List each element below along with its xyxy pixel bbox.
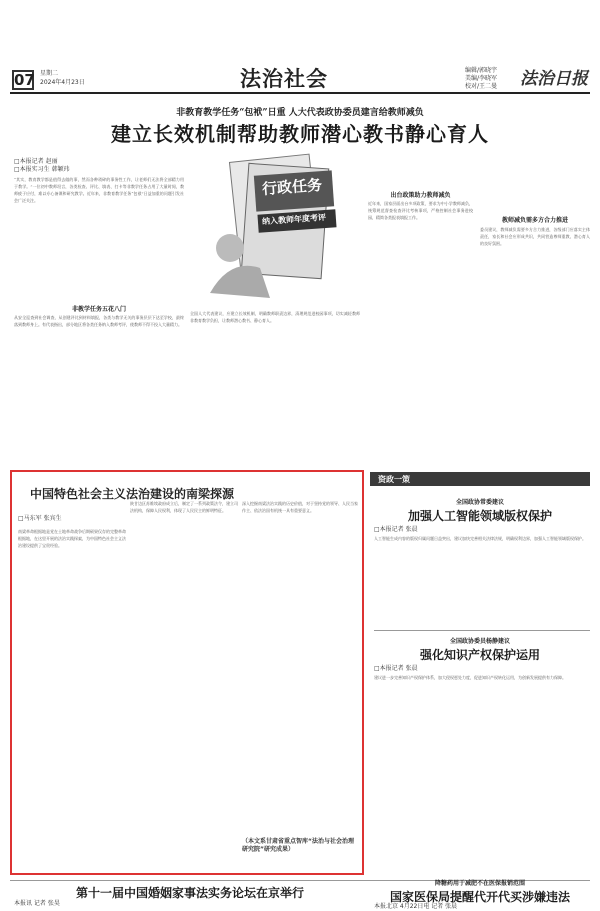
- bottom-right-kicker: 降糖药用于减肥不在医保报销范围: [434, 880, 525, 887]
- side-bar-title: 资政一策: [370, 472, 590, 486]
- bottom-right-byline: 本报北京 4月22日电 记者 张晨: [374, 903, 458, 910]
- side-body-2: 建议进一步完善知识产权保护体系，加大侵权惩处力度，促进知识产权转化运用，为创新发展提供有力保障。: [374, 675, 566, 680]
- illustration-banner: 行政任务: [261, 175, 323, 199]
- lead-subhead-3: 教师减负需多方合力推进: [501, 217, 568, 224]
- feature-body-col2: 陕甘边区苏维埃政府成立后，制定了一系列政策法令，建立司法机构，保障人民权利，体现了人民民主的鲜明特征。: [130, 501, 238, 513]
- lead-byline-2: □本报实习生 韩颖玮: [14, 166, 70, 173]
- editor-line-2: 美编/李晓军: [465, 75, 498, 82]
- feature-body-col3: 深入挖掘南梁法治实践的历史价值，对于坚持党的领导、人民当家作主、依法治国有机统一具有重要意义。: [242, 501, 358, 513]
- feature-note: （本文系甘肃省重点智库“法治与社会治理研究院”研究成果）: [242, 838, 354, 853]
- lead-body-col2: 全国人大代表建议，应建立长效机制，明确教师职责边界，清理规范进校园事项，切实减轻教师非教育教学负担，让教师潜心教书、静心育人。: [190, 311, 360, 323]
- side-body-1: 人工智能生成内容的版权归属问题日益突出，建议加快完善相关法律法规，明确权利边界，加强人工智能领域版权保护。: [374, 536, 586, 541]
- illustration-sign: 纳入教师年度考评: [261, 212, 327, 227]
- bottom-left-title: 第十一届中国婚姻家事法实务论坛在京举行: [75, 886, 304, 900]
- header-rule: [10, 92, 590, 94]
- lead-body-col1b: 从安全巡查到社会调查，从创建评比到材料填报，各类与教学无关的事务层层下达至学校，最终落到教师身上。有代表指出，部分地区将各类任务纳入教师考评，使教师不得不投入大量精力。: [14, 315, 184, 327]
- side-divider: [374, 630, 590, 631]
- lead-body-col4: 委员建议，教师减负需要多方合力推进，各级部门应落实主体责任，家长和社会应形成共识，共同营造尊师重教、潜心育人的良好氛围。: [480, 227, 590, 246]
- newspaper-logo: 法治日报: [520, 69, 588, 89]
- side-title-2: 强化知识产权保护运用: [419, 648, 540, 662]
- side-kicker-1: 全国政协常委建议: [455, 499, 504, 506]
- lead-subhead-1: 非教学任务五花八门: [71, 306, 126, 313]
- page-date: 2024年4月23日: [40, 79, 85, 86]
- lead-headline: 建立长效机制帮助教师潜心教书静心育人: [111, 122, 489, 146]
- editor-line-3: 校对/王二曼: [465, 83, 498, 90]
- side-kicker-2: 全国政协委员杨静建议: [449, 638, 510, 645]
- lead-body-col3: 近年来，国家层面出台多项政策，要求为中小学教师减负，统筹规范督查检查评比考核事项，严格控制社会事务进校园，精简各类报表填报工作。: [368, 201, 473, 220]
- feature-body-col1: 南梁革命根据地是党在土地革命战争后期硕果仅存的完整革命根据地，在这里开展的法治实践探索，为中国特色社会主义法治建设提供了宝贵经验。: [18, 529, 126, 548]
- editor-line-1: 编辑/郭晓宇: [465, 67, 498, 74]
- lead-subhead-2: 出台政策助力教师减负: [390, 192, 451, 199]
- page-number: 07: [14, 71, 35, 89]
- feature-byline: □马东军 张宾生: [18, 515, 62, 522]
- side-byline-2: □本报记者 张晨: [374, 665, 418, 672]
- lead-body-col1: “其实，教育教学都是值得去做的事，然而各种琐碎的事务性工作，让老师们无法将全部精力用于教学。”一位初中教师坦言，各类检查、评比、填表、打卡等非教学任务占用了大量时间，教师疲于应付，难以专心备课和研究教学。近年来，非教育教学任务“包袱”日益加重的问题引发社会广泛关注。: [14, 177, 184, 203]
- bottom-right-title: 国家医保局提醒代开代买涉嫌违法: [389, 890, 570, 904]
- feature-title: 中国特色社会主义法治建设的南梁探源: [30, 487, 235, 501]
- side-byline-1: □本报记者 张晨: [374, 526, 418, 533]
- bottom-left-byline: 本报讯 记者 张昊: [14, 900, 60, 907]
- page-day: 星期二: [40, 70, 59, 77]
- lead-kicker: 非教育教学任务“包袱”日重 人大代表政协委员建言给教师减负: [176, 108, 424, 118]
- side-title-1: 加强人工智能领域版权保护: [407, 509, 552, 523]
- section-title: 法治社会: [240, 67, 328, 91]
- lead-byline-1: □本报记者 赵丽: [14, 158, 58, 165]
